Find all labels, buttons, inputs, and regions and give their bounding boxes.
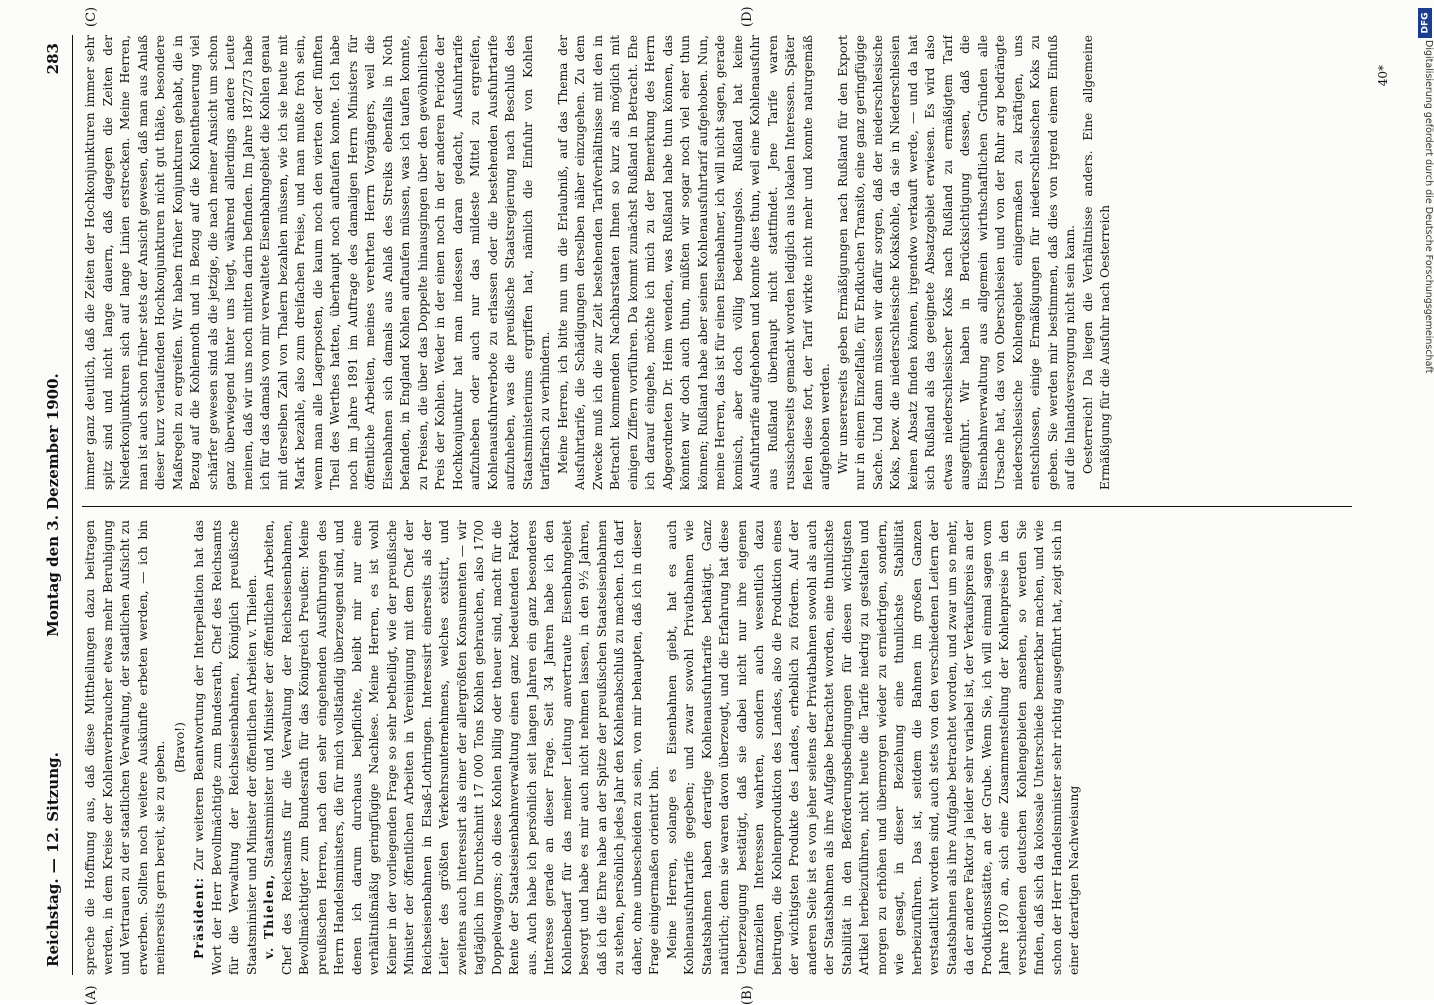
page-number: 283: [44, 43, 62, 75]
margin-marker-d: (D): [740, 6, 755, 27]
paragraph: Oesterreich! Da liegen die Verhältnisse anders. Eine allgemeine Ermäßigung für die Ausfuhr nach Oesterreich: [1080, 35, 1112, 490]
right-column: [82, 35, 1352, 490]
margin-marker-a: (A): [84, 985, 99, 1005]
paragraph: immer ganz deutlich, daß die Zeiten der Hochkonjunkturen immer sehr spitz sind und nicht lange dauern, daß dagegen die Zeiten der Niederkonjunkturen sich auf lange Linien erstrecken. Meine Herren, man ist auch schon früher stets der Ansicht gewesen, daß man aus Anlaß dieser kurz verlaufenden Hochkonjunkturen nicht gut thäte, besondere Maßregeln zu ergreifen. Wir haben früher Konjunkturen gehabt, die in Bezug auf die Kohlennoth und in Bezug auf die Kohlentheuerung viel schärfer gewesen sind als die jetzige, die nach meiner Ansicht um schon ganz überwiegend hinter uns liegt, während allerdings andere Leute meinen, daß wir uns noch mitten darin befinden. Im Jahre 1872/73 habe ich für das damals von mir verwaltete Eisenbahngebiet die Kohlen genau mit derselben Zahl von Thalern bezahlen müssen, wie ich sie heute mit Mark bezahle, also zum dreifachen Preise, und man mußte froh sein, wenn man alle Lagerposten, die kaum noch den vierten oder fünften Theil des Werthes hatten, überhaupt noch auftaufen konnte. Ich habe noch im Jahre 1891 im Auftrage des damaligen Herrn Ministers für öffentliche Arbeiten, meines verehrten Herrn Vorgängers, weil die Eisenbahnen sich damals aus Anlaß des Streiks ebenfalls in Noth befanden, in England Kohlen auftaufen müssen, was ich taufen konnte, zu Preisen, die über das Doppelte hinausgingen über den gewöhnlichen Preis der Kohlen. Weder in der einen noch in der anderen Periode der Hochkonjunktur hat man indessen daran gedacht, Ausfuhrtarife aufzuheben oder auch nur das mildeste Mittel zu ergreifen, Kohlenausfuhrverbote zu erlassen oder die bestehenden Ausfuhrtarife aufzuheben, was die preußische Staatsregierung nach Beschluß des Staatsministeriums ergriffen hat, nämlich die Einfuhr von Kohlen tarifarisch zu verhindern.: [83, 35, 552, 490]
left-column: [82, 520, 1352, 975]
paragraph: Meine Herren, solange es Eisenbahnen giebt, hat es auch Kohlenausfuhrtarife gegeben; und zwar sowohl Privatbahnen wie Staatsbahnen haben derartige Kohlenausfuhrtarife bethätigt. Ganz natürlich; denn sie waren davon überzeugt, und die Erfahrung hat diese Ueberzeugung bestätigt, daß sie dabei nicht nur ihre eigenen finanziellen Interessen wahrten, sondern auch wesentlich dazu beitrugen, die Kohlenproduktion des Landes, also die Produktion eines der wichtigsten Produkte des Landes, erheblich zu fördern. Auf der anderen Seite ist es von jeher seitens der Privatbahnen sowohl als auch der Staatsbahnen als ihre Aufgabe betrachtet worden, eine thunlichste Stabilität in den Beförderungsbedingungen für diesen wichtigsten Artikel herbeizuführen, nicht heute die Tarife niedrig zu gestalten und morgen zu erhöhen und übermorgen wieder zu erniedrigen, sondern, wie gesagt, in dieser Beziehung eine thunlichste Stabilität herbeizuführen. Das ist, seitdem die Bahnen im großen Ganzen verstaatlicht worden sind, auch stets von den verschiedenen Leitern der Staatsbahnen als ihre Aufgabe betrachtet worden, und zwar um so mehr, da der andere Faktor ja leider sehr variabel ist, der Verkaufspreis an der Produktionsstätte, an der Grube. Wenn Sie, ich will einmal sagen vom Jahre 1870 an, sich eine Zusammenstellung der Kohlenpreise in den verschiedenen deutschen Kohlengebieten ansehen, so werden Sie finden, daß sich da kolossale Unterschiede bemerkbar machen, und wie schon der Herr Handelsminister sehr richtig ausgeführt hat, zeigt sich in einer derartigen Nachweisung: [664, 520, 1081, 975]
dfg-logo: [1418, 8, 1432, 38]
margin-marker-b: (B): [740, 985, 755, 1005]
running-head-left: Reichstag. — 12. Sitzung.: [44, 752, 62, 967]
speaker-name: v. Thielen,: [262, 873, 276, 959]
paragraph: [261, 520, 664, 975]
margin-marker-c: (C): [84, 6, 99, 27]
paragraph: spreche die Hoffnung aus, daß diese Mittheilungen dazu beitragen werden, in dem Kreise der Kohlenverbraucher etwas mehr Beruhigung und Vertrauen zu der staatlichen Verwaltung, der staatlichen Aufsicht zu erwerben. Sollten noch weitere Auskünfte erbeten werden, — ich bin meinerseits gern bereit, sie zu geben.: [83, 520, 167, 975]
header-rule: [72, 35, 73, 975]
running-head-date: Montag den 3. Dezember 1900.: [44, 373, 62, 637]
digitization-note: [1422, 40, 1434, 560]
paragraph: [191, 520, 261, 975]
interjection: (Bravo!): [172, 722, 187, 773]
rotated-document-page: [40, 6, 1410, 1005]
speech-text: Zur weiteren Beantwortung der Interpellation hat das Wort der Herr Bevollmächtigte zum Bundesrath, Chef des Reichsamts für die Verwaltung der Reichseisenbahnen, Königlich preußische Staatsminister und Minister der öffentlichen Arbeiten v. Thielen.: [192, 520, 259, 975]
speaker-name: Präsident:: [192, 876, 206, 959]
paragraph: Meine Herren, ich bitte nun um die Erlaubniß, auf das Thema der Ausfuhrtarife, die Schädigungen derselben näher einzugehen. Zu dem Zwecke muß ich die zur Zeit bestehenden Tarifverhältnisse mit den in Betracht kommenden Nachbarstaaten Ihnen so kurz als möglich mit einigen Ziffern vorführen. Da kommt zunächst Rußland in Betracht. Ehe ich darauf eingehe, möchte ich mich zu der Bemerkung des Herrn Abgeordneten Dr. Heim wenden, was Rußland habe thun können, das könnten wir doch auch thun, müßten wir sogar noch viel eher thun können; Rußland habe aber seinen Kohlenausfuhrtarif aufgehoben. Nun, meine Herren, das ist für einen Eisenbahner, ich will nicht sagen, gerade komisch, aber doch völlig bedeutungslos. Rußland hat keine Ausfuhrtarife aufgehoben und konnte dies thun, weil eine Kohlenausfuhr aus Rußland überhaupt nicht stattfindet. Jene Tarife waren russischerseits gemacht worden lediglich aus lokalen Interessen. Später fielen diese fort, der Tarif wirkte nicht mehr und konnte naturgemäß aufgehoben werden.: [555, 35, 832, 490]
digitization-note-text: Digitalisierung gefördert durch die Deutsche Forschungsgemeinschaft: [1423, 40, 1434, 374]
column-divider: [82, 506, 1352, 507]
sheet-number: 40*: [1376, 65, 1390, 87]
running-head: [40, 35, 74, 975]
paragraph: Wir unsererseits geben Ermäßigungen nach Rußland für den Export nur in einem Einzelfalle, für Endkuchen Transito, eine ganz geringfügige Sache. Und dann müssen wir dafür sorgen, daß der niederschlesische Koks, bezw. die niederschlesische Kokskohle, da sie in Niederschlesien keinen Absatz finden können, irgendwo verkauft werde, — und da hat sich Rußland als das geeignete Absatzgebiet erwiesen. Es wird also etwas niederschlesischer Koks nach Rußland zu ermäßigtem Tarif ausgeführt. Wir haben in Berücksichtigung dessen, daß die Eisenbahnverwaltung aus allgemein wirthschaftlichen Gründen alle Ursache hat, das von Oberschlesien und von der Ruhr arg bedrängte niederschlesische Kohlengebiet einigermaßen zu kräftigen, uns entschlossen, einige Ermäßigungen für niederschlesischen Koks zu geben. Sie werden mir bestimmen, daß dies von irgend einem Einfluß auf die Inlandsversorgung nicht sein kann.: [835, 35, 1077, 490]
speech-text: Staatsminister und Minister der öffentlichen Arbeiten, Chef des Reichsamts für die Verwaltung der Reichseisenbahnen, Bevollmächtigter zum Bundesrath für das Königreich Preußen: Meine preußischen Herren, nach den sehr eingehenden Ausführungen des Herrn Handelsministers, die für mich vollständig überzeugend sind, und denen ich darum durchaus beipflichte, bleibt mir nur eine verhältnißmäßig geringfügige Nachlese. Meine Herren, es ist wohl Keiner in der vorliegenden Frage so sehr betheiligt, wie der preußische Minister der öffentlichen Arbeiten in Vereinigung mit dem Chef der Reichseisenbahnen in Elsaß-Lothringen. Interessirt einerseits als der Leiter des größten Verkehrsunternehmens, welches existirt, und zweitens auch interessirt als einer der allergrößten Konsumenten — wir tagtäglich im Durchschnitt 17 000 Tons Kohlen gebrauchen, also 1700 Doppelwaggons; ob diese Kohlen billig oder theuer sind, macht für die Rente der Staatseisenbahnverwaltung einen ganz bedeutenden Faktor aus. Auch habe ich persönlich seit langen Jahren ein ganz besonderes Interesse gerade an dieser Frage. Seit 34 Jahren habe ich den Kohlenbedarf für das meiner Leitung anvertraute Eisenbahngebiet besorgt und habe es mir auch nicht nehmen lassen, in den 9½ Jahren, daß ich die Ehre habe an der Spitze der preußischen Staatseisenbahnen zu stehen, persönlich jedes Jahr den Kohlenabschluß zu machen. Ich darf daher, ohne unbescheiden zu sein, von mir behaupten, daß ich in dieser Frage einigermaßen orientirt bin.: [262, 520, 661, 975]
dfg-logo-text: DFG: [1420, 12, 1431, 34]
